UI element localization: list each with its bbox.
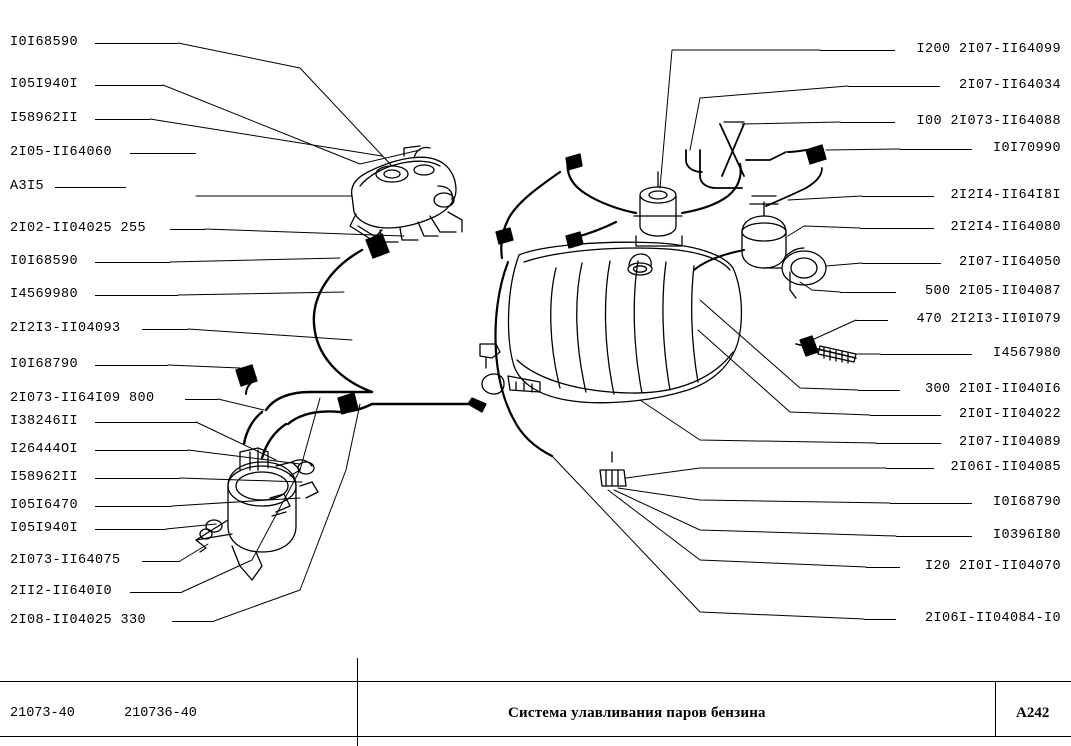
leader-line xyxy=(848,86,940,87)
leader-line xyxy=(886,468,934,469)
part-label: 2I07-II04089 xyxy=(958,435,1061,450)
leader-line xyxy=(95,422,196,423)
part-label: I58962II xyxy=(10,470,79,485)
part-label: 2I05-II64060 xyxy=(10,145,113,160)
leader-line xyxy=(95,506,172,507)
part-label: I200 2I07-II64099 xyxy=(916,42,1061,57)
part-label: 2I2I4-II64080 xyxy=(950,220,1061,235)
leader-line xyxy=(858,390,900,391)
leader-line xyxy=(95,295,178,296)
part-label: 2I06I-II04085 xyxy=(950,460,1061,475)
part-label: I05I940I xyxy=(10,521,79,536)
part-label: 2II2-II640I0 xyxy=(10,584,113,599)
leader-line xyxy=(840,292,896,293)
part-label: I58962II xyxy=(10,111,79,126)
sheet-code: A242 xyxy=(1016,705,1050,721)
part-label: I26444OI xyxy=(10,442,79,457)
leader-line xyxy=(55,187,126,188)
part-label: I0I68790 xyxy=(992,495,1061,510)
part-label: 2I2I3-II04093 xyxy=(10,321,121,336)
diagram-title: Система улавливания паров бензина xyxy=(508,705,766,721)
leader-line xyxy=(185,399,218,400)
part-label: 2I07-II64050 xyxy=(958,255,1061,270)
part-label: I4569980 xyxy=(10,287,79,302)
part-label: 500 2I05-II04087 xyxy=(924,284,1061,299)
leader-line xyxy=(876,443,941,444)
part-label: 300 2I0I-II040I6 xyxy=(924,382,1061,397)
leader-line xyxy=(900,149,972,150)
footer-catalog-code: 21073-40 xyxy=(10,706,75,721)
leader-line xyxy=(130,592,182,593)
footer-divider-right xyxy=(995,681,996,736)
leader-line xyxy=(142,561,180,562)
part-label: 2I0I-II04022 xyxy=(958,407,1061,422)
part-label: I05I940I xyxy=(10,77,79,92)
leader-line xyxy=(95,85,163,86)
leader-line xyxy=(866,567,900,568)
leader-line xyxy=(862,196,934,197)
part-label: I0I68590 xyxy=(10,254,79,269)
leader-line xyxy=(896,536,972,537)
leader-line xyxy=(95,119,150,120)
part-label: I38246II xyxy=(10,414,79,429)
leader-line xyxy=(860,228,934,229)
leader-line xyxy=(840,122,895,123)
part-label: 2I2I4-II64I8I xyxy=(950,188,1061,203)
leader-line xyxy=(95,43,178,44)
part-label: I0I70990 xyxy=(992,141,1061,156)
leader-line xyxy=(95,365,168,366)
leader-line xyxy=(170,229,205,230)
part-label: I4567980 xyxy=(992,346,1061,361)
leader-line xyxy=(130,153,196,154)
footer-top-rule xyxy=(0,681,1071,682)
part-label: 2I073-II64I09 800 xyxy=(10,391,155,406)
part-label: 2I06I-II04084-I0 xyxy=(924,611,1061,626)
leader-line xyxy=(890,503,972,504)
leader-line xyxy=(172,621,214,622)
part-label: I05I6470 xyxy=(10,498,79,513)
part-label: I0I68590 xyxy=(10,35,79,50)
part-label: I00 2I073-II64088 xyxy=(916,114,1061,129)
leader-line xyxy=(880,354,972,355)
part-label: 2I07-II64034 xyxy=(958,78,1061,93)
part-label: I0396I80 xyxy=(992,528,1061,543)
leader-line xyxy=(142,329,188,330)
leader-line xyxy=(864,619,896,620)
part-label: 470 2I2I3-II0I079 xyxy=(916,312,1061,327)
leader-line xyxy=(95,450,188,451)
footer-drawing-code: 210736-40 xyxy=(124,706,197,721)
leader-line xyxy=(856,320,888,321)
leader-line xyxy=(95,529,166,530)
part-label: 2I02-II04025 255 xyxy=(10,221,147,236)
part-label: I0I68790 xyxy=(10,357,79,372)
part-label: A3I5 xyxy=(10,179,45,194)
leader-line xyxy=(95,478,180,479)
part-label: 2I08-II04025 330 xyxy=(10,613,147,628)
footer-divider-left xyxy=(357,658,358,746)
leader-line xyxy=(862,263,941,264)
leader-line xyxy=(820,50,895,51)
leader-line xyxy=(870,415,941,416)
leader-line xyxy=(95,262,170,263)
part-label: 2I073-II64075 xyxy=(10,553,121,568)
footer-bottom-rule xyxy=(0,736,1071,737)
part-label: I20 2I0I-II04070 xyxy=(924,559,1061,574)
